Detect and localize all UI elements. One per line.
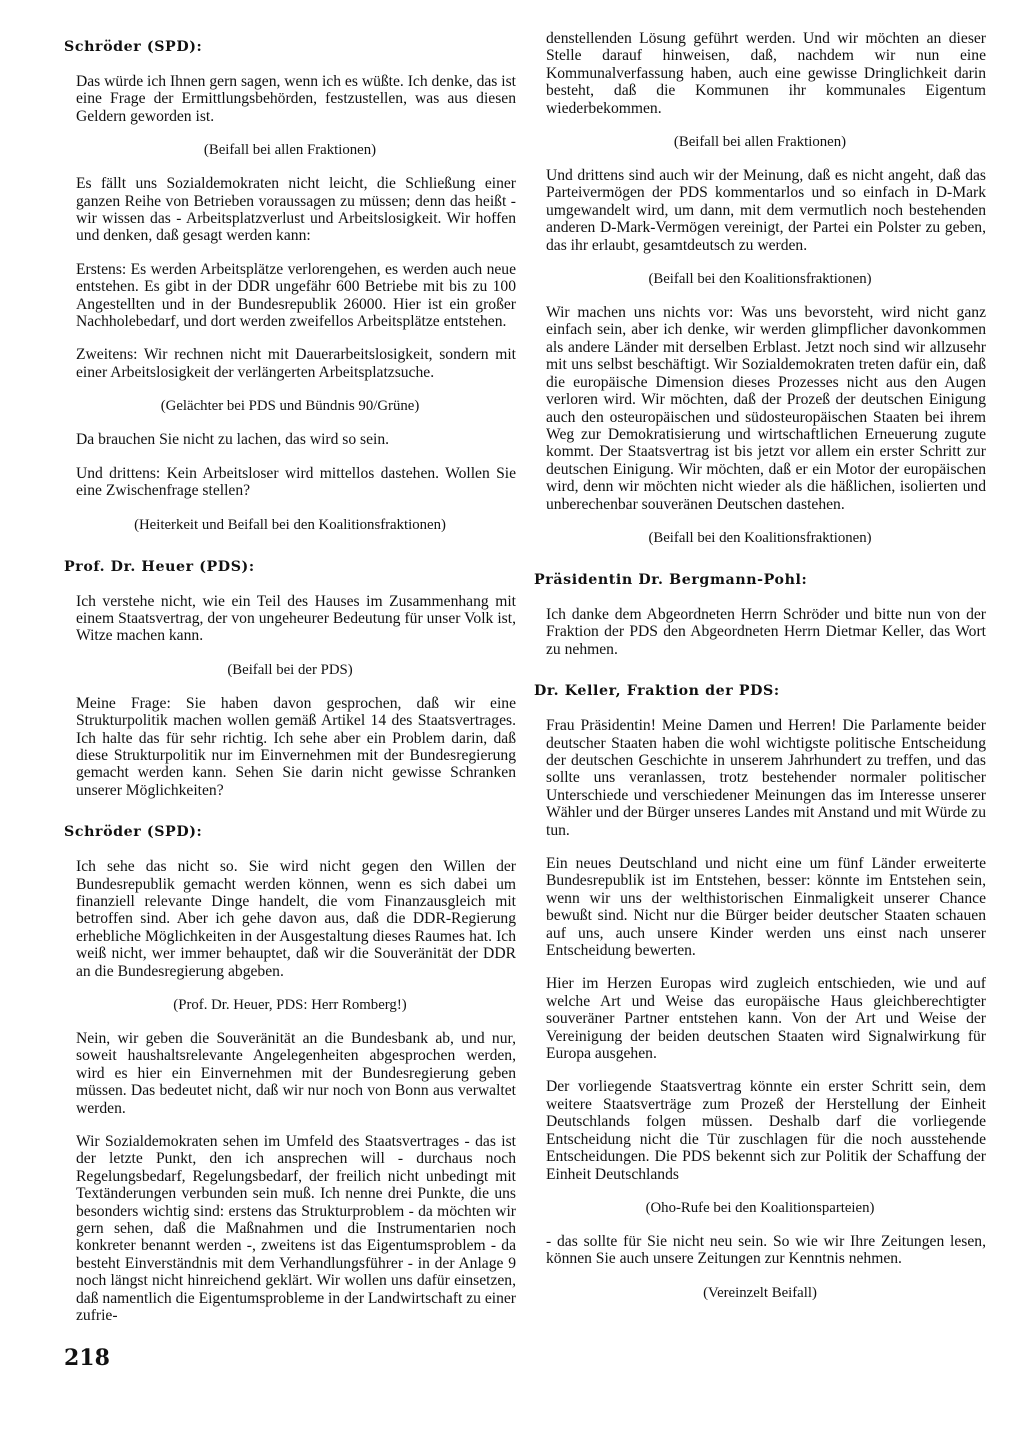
paragraph: Wir Sozialdemokraten sehen im Umfeld des Staatsvertrages - das ist der letzte Punkt, den ich ansprechen will - durchaus noch Regelungsbedarf, Regelungsbedarf, der freilich nicht unbedingt mit Textänderungen verbunden sein muß. Ich nenne drei Punkte, die uns besonders wichtig sind: erstens das Strukturproblem - da möchten wir gern sehen, daß die Maßnahmen und die Instrumentarien noch konkreter benannt werden -, zweitens ist das Eigentumsproblem - da besteht Einverständnis mit dem Verhandlungsführer - in der Anlage 9 noch längst nicht hinreichend geklärt. Wir wollen uns dafür einsetzen, daß namentlich die Eigentumsprobleme in der Landwirtschaft zu einer zufrie-	[76, 1133, 516, 1325]
spacer	[534, 674, 986, 682]
paragraph: denstellenden Lösung geführt werden. Und wir möchten an dieser Stelle darauf hinweisen, daß, nachdem wir nun eine Kommunalverfassung haben, auch eine gewisse Dringlichkeit darin besteht, daß die Kommunen ihr kommunales Eigentum wiederbekommen.	[546, 30, 986, 117]
interjection: (Oho-Rufe bei den Koalitionsparteien)	[645, 1199, 875, 1216]
paragraph: Und drittens sind auch wir der Meinung, daß es nicht angeht, daß das Parteivermögen der PDS kommentarlos und so einfach in D-Mark umgewandelt wird, um dann, mit dem vermutlich noch bestehenden anderen D-Mark-Vermögen vereinigt, der Partei ein Polster zu geben, das ihr erlaubt, gesamtdeutsch zu werden.	[546, 167, 986, 254]
paragraph: Und drittens: Kein Arbeitsloser wird mittellos dastehen. Wollen Sie eine Zwischenfrage stellen?	[76, 464, 516, 500]
speaker-heading: Dr. Keller, Fraktion der PDS:	[534, 683, 780, 700]
spacer	[64, 815, 516, 823]
paragraph: Der vorliegende Staatsvertrag könnte ein erster Schritt sein, dem weitere Staatsverträge zum Prozeß der Herstellung der Einheit Deutschlands folgen müssen. Deshalb darf die vorliegende Entscheidung nicht die Tür zuschlagen für die noch ausstehende Entscheidungen. Die PDS bekennt sich zur Politik der Schaffung der Einheit Deutschlands	[546, 1078, 986, 1183]
interjection: (Beifall bei den Koalitionsfraktionen)	[648, 271, 872, 288]
paragraph: - das sollte für Sie nicht neu sein. So wie wir Ihre Zeitungen lesen, können Sie auch unsere Zeitungen zur Kenntnis nehmen.	[546, 1232, 986, 1268]
interjection: (Beifall bei der PDS)	[227, 661, 353, 678]
paragraph: Frau Präsidentin! Meine Damen und Herren! Die Parlamente beider deutscher Staaten haben die wohl wichtigste politische Entscheidung der deutschen Geschichte in unserem Jahrhundert zu treffen, und das sollte uns veranlassen, trotz bestehender normaler politischer Unterschiede und verschiedener Meinungen das im Interesse unserer Wähler und der Bürger unseres Landes mit Anstand und mit Würde zu tun.	[546, 717, 986, 839]
paragraph: Wir machen uns nichts vor: Was uns bevorsteht, wird nicht ganz einfach sein, aber ich denke, wir werden glimpflicher davonkommen als andere Länder mit derselben Erblast. Jetzt noch sind wir allzusehr mit uns selbst beschäftigt. Wir Sozialdemokraten treten dafür ein, daß die europäische Dimension dieses Prozesses nicht aus den Augen verloren wird. Wir möchten, daß der Prozeß der deutschen Einigung auch den osteuropäischen und südosteuropäischen Staaten bei ihrem Weg zur Demokratisierung und wirtschaftlichen Erneuerung zugute kommt. Der Staatsvertrag ist bis jetzt vor allem ein erster Schritt zur deutschen Einigung. Wir möchten, daß er ein Motor der europäischen wird, denn wir möchten nicht wieder als die häßlichen, isolierten und unberechenbar souveränen Deutschen dastehen.	[546, 304, 986, 513]
interjection: (Gelächter bei PDS und Bündnis 90/Grüne)	[160, 398, 420, 415]
spacer	[534, 563, 986, 571]
speaker-heading: Schröder (SPD):	[64, 39, 203, 55]
paragraph: Hier im Herzen Europas wird zugleich entschieden, wie und auf welche Art und Weise das europäische Haus gleichberechtigter souveräner Partner entstehen kann. Von der Art und Weise der Vereinigung der beiden deutschen Staaten wird Signalwirkung für Europa ausgehen.	[546, 975, 986, 1063]
paragraph: Es fällt uns Sozialdemokraten nicht leicht, die Schließung einer ganzen Reihe von Betrieben voraussagen zu müssen; denn das heißt - wir wissen das - Arbeitsplatzverlust und Arbeitslosigkeit. Wir hoffen und denken, daß gesagt werden kann:	[76, 175, 516, 245]
paragraph: Das würde ich Ihnen gern sagen, wenn ich es wüßte. Ich denke, das ist eine Frage der Ermittlungsbehörden, festzustellen, was aus diesen Geldern geworden ist.	[76, 73, 516, 125]
interjection: (Beifall bei allen Fraktionen)	[673, 134, 847, 151]
paragraph: Ich danke dem Abgeordneten Herrn Schröder und bitte nun von der Fraktion der PDS den Abgeordneten Herrn Dietmar Keller, das Wort zu nehmen.	[546, 605, 986, 658]
speaker-heading: Prof. Dr. Heuer (PDS):	[64, 558, 255, 575]
paragraph: Ich verstehe nicht, wie ein Teil des Hauses im Zusammenhang mit einem Staatsvertrag, der von ungeheurer Bedeutung für unser Volk ist, Witze machen kann.	[76, 592, 516, 645]
paragraph: Nein, wir geben die Souveränität an die Bundesbank ab, und nur, soweit haushaltsrelevante Angelegenheiten abgesprochen werden, wird es hier ein Einvernehmen mit der Bundesregierung geben müssen. Das bedeutet nicht, daß wir nur noch von Bonn aus verwaltet werden.	[76, 1030, 516, 1117]
paragraph: Erstens: Es werden Arbeitsplätze verlorengehen, es werden auch neue entstehen. Es gibt in der DDR ungefähr 600 Betriebe mit bis zu 100 Angestellten und in der Bundesrepublik 26000. Hier ist ein großer Nachholebedarf, und dort werden zweifellos Arbeitsplätze entstehen.	[76, 260, 516, 331]
interjection: (Beifall bei den Koalitionsfraktionen)	[648, 529, 872, 546]
interjection: (Vereinzelt Beifall)	[703, 1284, 817, 1301]
speaker-heading: Präsidentin Dr. Bergmann-Pohl:	[534, 571, 808, 588]
paragraph: Ich sehe das nicht so. Sie wird nicht gegen den Willen der Bundesrepublik gemacht werden können, wenn es sich dabei um finanziell relevante Dinge handelt, die vom Finanzausgleich mit betroffen sind. Aber ich gehe davon aus, daß die DDR-Regierung erhebliche Möglichkeiten in der Ausgestaltung dieses Raumes hat. Ich weiß nicht, wer immer behauptet, daß wir die Souveränität der DDR an die Bundesregierung abgeben.	[76, 858, 516, 980]
paragraph: Da brauchen Sie nicht zu lachen, das wird so sein.	[76, 431, 390, 449]
paragraph: Ein neues Deutschland und nicht eine um fünf Länder erweiterte Bundesrepublik ist im Entstehen, besser: könnte im Entstehen sein, wenn wir uns der welthistorischen Einmaligkeit unserer Chance bewußt sind. Nicht nur die Bürger beider deutscher Staaten schauen auf uns, auch unsere Kinder werden uns einst nach unserer Entscheidung bewerten.	[546, 855, 986, 960]
left-column	[64, 38, 516, 1341]
spacer	[64, 550, 516, 558]
interjection: (Prof. Dr. Heuer, PDS: Herr Romberg!)	[173, 997, 407, 1013]
page-number: 218	[64, 1345, 110, 1371]
paragraph: Zweitens: Wir rechnen nicht mit Dauerarbeitslosigkeit, sondern mit einer Arbeitslosigkeit der verlängerten Arbeitsplatzsuche.	[76, 346, 516, 381]
paragraph: Meine Frage: Sie haben davon gesprochen, daß wir eine Strukturpolitik machen wollen gemäß Artikel 14 des Staatsvertrages. Ich halte das für sehr richtig. Ich sehe aber ein Problem darin, daß diese Strukturpolitik nur im Einvernehmen mit der Bundesregierung gemacht werden kann. Sehen Sie darin nicht gewisse Schranken unserer Möglichkeiten?	[76, 694, 516, 799]
interjection: (Heiterkeit und Beifall bei den Koalitionsfraktionen)	[134, 516, 446, 533]
speaker-heading: Schröder (SPD):	[64, 824, 203, 841]
interjection: (Beifall bei allen Fraktionen)	[203, 142, 377, 159]
right-column	[534, 30, 986, 1318]
